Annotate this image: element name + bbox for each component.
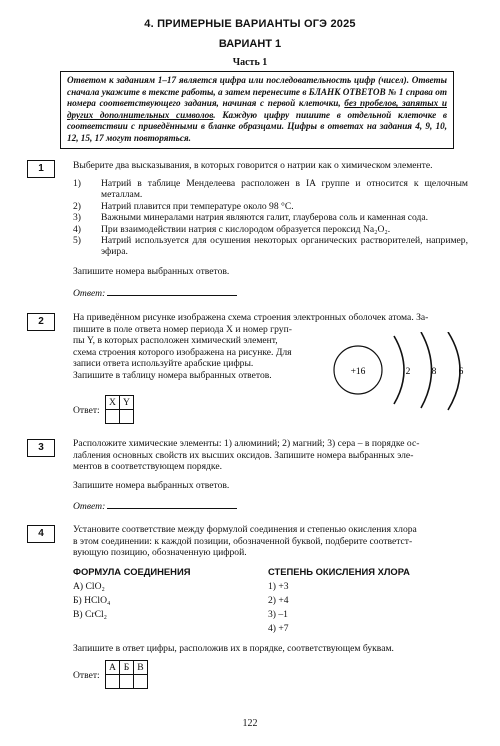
answer-label: Ответ: [73, 501, 106, 512]
answer-label: Ответ: [73, 288, 106, 299]
question-3-prompt-line-1: Расположите химические элементы: 1) алюминий; 2) магний; 3) сера – в порядке ос- [73, 438, 420, 449]
state-2: 2) +4 [268, 595, 289, 606]
question-4-prompt-line-2: в этом соединении: к каждой позиции, обозначенной буквой, подберите соответст- [73, 535, 413, 547]
question-3-number: 3 [27, 439, 55, 457]
question-2-prompt-line-2: пишите в поле ответа номер периода X и номер груп- [73, 323, 292, 335]
question-2-answer-grid [105, 395, 134, 424]
question-4-prompt-line-3: вующую позицию, обозначенную цифрой. [73, 547, 247, 558]
oxidation-state-list [268, 580, 289, 636]
shell-arc-1 [394, 336, 404, 404]
question-2-prompt-line-3: пы Y, в которых расположен химический элемент, [73, 335, 278, 346]
question-1-answer [73, 286, 237, 299]
state-4: 4) +7 [268, 623, 289, 634]
instruction-underlined: без пробелов, запятых и других дополнительных символов [67, 98, 447, 120]
question-4-answer-label: Ответ: [73, 670, 100, 681]
option-3: 3) Важными минералами натрия являются галит, глауберова соль и каменная сода. [73, 212, 429, 224]
shell-3-electrons: 6 [458, 367, 464, 377]
question-4-prompt-line-1: Установите соответствие между формулой соединения и степенью окисления хлора [73, 524, 417, 535]
answer-line[interactable] [107, 499, 237, 509]
part-title: Часть 1 [232, 57, 268, 68]
instruction-box [60, 71, 454, 149]
atom-shell-diagram [330, 332, 480, 412]
question-1-write: Запишите номера выбранных ответов. [73, 266, 230, 277]
state-3: 3) –1 [268, 609, 288, 620]
grid-cell-b[interactable] [120, 675, 134, 689]
grid-header-y: Y [120, 396, 134, 410]
section-title: 4. ПРИМЕРНЫЕ ВАРИАНТЫ ОГЭ 2025 [144, 18, 356, 30]
question-1-number: 1 [27, 160, 55, 178]
question-3-answer [73, 499, 237, 512]
question-1-options [73, 178, 468, 258]
oxidation-column-header: СТЕПЕНЬ ОКИСЛЕНИЯ ХЛОРА [268, 566, 410, 577]
question-2-answer-label: Ответ: [73, 405, 100, 416]
question-2-prompt-line-6: Запишите в таблицу номера выбранных ответов. [73, 369, 272, 381]
question-2-number: 2 [27, 313, 55, 331]
question-2-prompt-line-5: записи ответа используйте арабские цифры. [73, 358, 254, 369]
question-1-prompt: Выберите два высказывания, в которых говорится о натрии как о химическом элементе. [73, 160, 433, 171]
formula-column-header: ФОРМУЛА СОЕДИНЕНИЯ [73, 566, 191, 577]
grid-header-a: А [106, 661, 120, 675]
formula-list [73, 580, 110, 622]
shell-1-electrons: 2 [405, 367, 411, 377]
state-1: 1) +3 [268, 581, 289, 592]
shell-arc-2 [421, 332, 432, 408]
grid-cell-x[interactable] [106, 410, 120, 424]
formula-b: Б) HClO₄ [73, 595, 111, 606]
question-3-prompt-line-2: лабления основных свойств их высших оксидов. Запишите номера выбранных эле- [73, 449, 414, 461]
grid-header-x: X [106, 396, 120, 410]
grid-cell-a[interactable] [106, 675, 120, 689]
answer-line[interactable] [107, 286, 237, 296]
question-4-write: Запишите в ответ цифры, расположив их в порядке, соответствующем буквам. [73, 643, 394, 654]
option-5: 5) Натрий используется для осушения некоторых органических растворителей, например, эфира. [73, 235, 468, 258]
instruction-text-2: . Каждую цифру пишите в отдельной клеточке в соответствии с приведёнными в бланке образцами. Цифры в ответах на задания 4, 9, 10, 12, 15, 17 могут повторяться. [67, 109, 447, 143]
nucleus-charge: +16 [350, 367, 366, 377]
grid-cell-y[interactable] [120, 410, 134, 424]
grid-cell-c[interactable] [134, 675, 148, 689]
question-3-write: Запишите номера выбранных ответов. [73, 480, 230, 491]
option-1: 1) Натрий в таблице Менделеева расположен в IA группе и относится к щелочным металлам. [73, 178, 468, 201]
page-number: 122 [242, 718, 258, 729]
formula-c: В) CrCl₂ [73, 609, 107, 620]
grid-header-c: В [134, 661, 148, 675]
shell-2-electrons: 8 [431, 367, 437, 377]
question-3-prompt-line-3: ментов в соответствующем порядке. [73, 461, 222, 472]
question-4-answer-grid [105, 660, 148, 689]
variant-title: ВАРИАНТ 1 [218, 38, 282, 50]
question-2-prompt-line-1: На приведённом рисунке изображена схема строения электронных оболочек атома. За- [73, 312, 429, 323]
grid-header-b: Б [120, 661, 134, 675]
option-4: 4) При взаимодействии натрия с кислородом образуется пероксид Na₂O₂. [73, 223, 391, 235]
instruction-text-1: Ответом к заданиям 1–17 является цифра или последовательность цифр (чисел). Ответы сначала укажите в тексте работы, а затем перенесите в БЛАНК ОТВЕТОВ № 1 справа от номера соответствующего задания, начиная с первой клеточки, [67, 75, 447, 109]
question-2-prompt-line-4: схема строения которого изображена на рисунке. Для [73, 346, 292, 358]
option-2: 2) Натрий плавится при температуре около 98 °С. [73, 200, 294, 212]
formula-a: А) ClO₂ [73, 581, 105, 592]
question-4-number: 4 [27, 525, 55, 543]
